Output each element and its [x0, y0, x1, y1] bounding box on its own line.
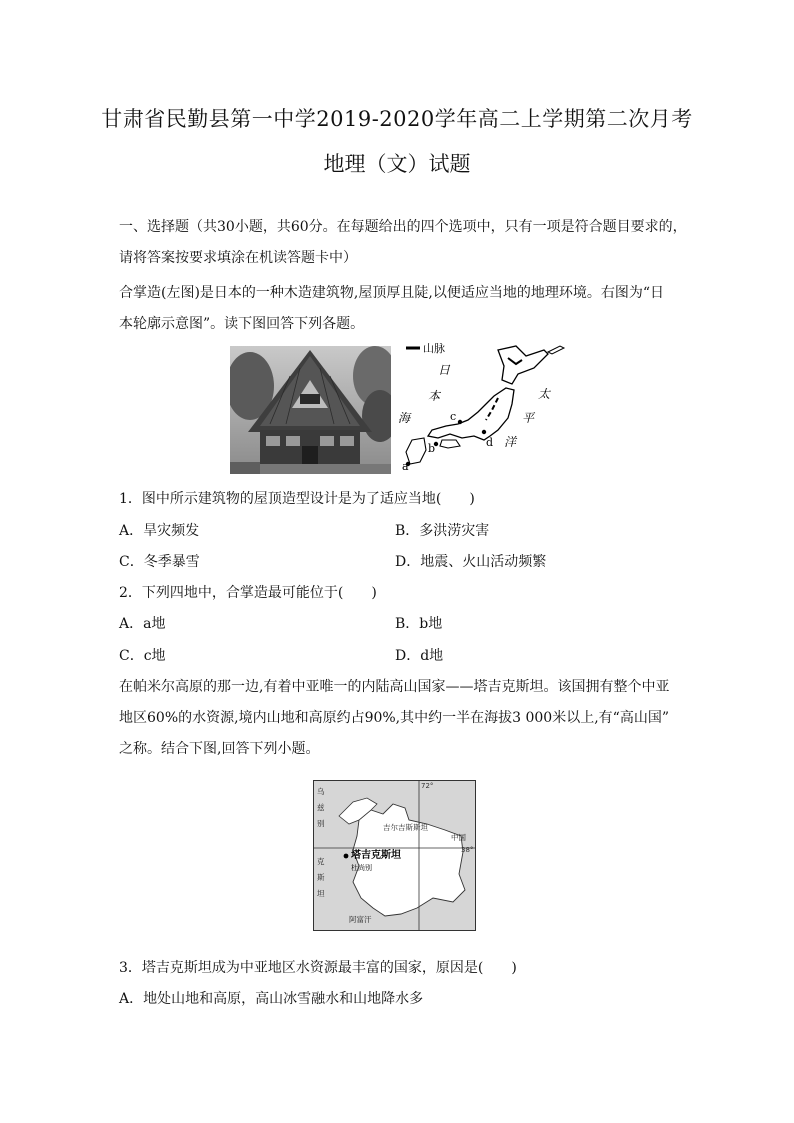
sea-label-3: 海 — [398, 411, 411, 425]
page-title-line1: 甘肃省民勤县第一中学2019-2020学年高二上学期第二次月考 — [101, 107, 693, 131]
q2-option-c: C．c地 — [119, 648, 166, 664]
japan-outline-map — [398, 340, 574, 476]
capital-dot-icon — [344, 854, 349, 859]
passage-2-line1: 在帕米尔高原的那一边,有着中亚唯一的内陆高山国家——塔吉克斯坦。该国拥有整个中亚 — [119, 679, 670, 695]
uzbek-char-2: 兹 — [317, 803, 325, 812]
uzbek-char-3: 别 — [317, 819, 325, 828]
q2-option-d: D．d地 — [395, 648, 444, 664]
ocean-label-3: 洋 — [504, 435, 517, 449]
country-label: 塔吉克斯坦 — [351, 850, 401, 861]
uzbek-char-4: 克 — [317, 857, 325, 866]
q2-option-a: A．a地 — [119, 616, 166, 632]
q1-option-c: C．冬季暴雪 — [119, 554, 200, 570]
uzbek-char-1: 乌 — [317, 787, 325, 796]
point-a-label: a — [402, 460, 409, 473]
ocean-label-1: 太 — [538, 387, 551, 401]
point-b-label: b — [428, 442, 436, 455]
section-intro-line1: 一、选择题（共30小题，共60分。在每题给出的四个选项中，只有一项是符合题目要求的， — [119, 219, 687, 235]
q1-option-b: B．多洪涝灾害 — [395, 523, 490, 539]
passage-1-line1: 合掌造(左图)是日本的一种木造建筑物,屋顶厚且陡,以便适应当地的地理环境。右图为“日 — [119, 285, 664, 301]
passage-2-line2: 地区60%的水资源,境内山地和高原约占90%,其中约一半在海拔3 000米以上,有“高山国” — [119, 710, 669, 726]
q1-option-a: A．旱灾频发 — [119, 523, 200, 539]
q1-option-d: D．地震、火山活动频繁 — [395, 554, 547, 570]
longitude-label: 72° — [421, 782, 434, 790]
passage-1-line2: 本轮廓示意图”。读下图回答下列各题。 — [119, 316, 365, 332]
afghan-label: 阿富汗 — [349, 915, 372, 924]
point-c-label: c — [450, 410, 457, 423]
uzbek-char-5: 斯 — [317, 873, 325, 882]
sea-label-2: 本 — [428, 389, 441, 403]
question-3-stem: 3．塔吉克斯坦成为中亚地区水资源最丰富的国家，原因是( ) — [119, 960, 517, 976]
question-2-stem: 2．下列四地中，合掌造最可能位于( ) — [119, 585, 377, 601]
china-label: 中国 — [451, 833, 466, 842]
section-intro-line2: 请将答案按要求填涂在机读答题卡中） — [119, 250, 357, 266]
q2-option-b: B．b地 — [395, 616, 443, 632]
passage-2-line3: 之称。结合下图,回答下列小题。 — [119, 741, 320, 757]
latitude-label: 38° — [461, 846, 474, 854]
ocean-label-2: 平 — [522, 411, 535, 425]
sea-label-1: 日 — [438, 363, 451, 377]
q3-option-a: A．地处山地和高原，高山冰雪融水和山地降水多 — [119, 991, 424, 1007]
point-d-label: d — [486, 436, 494, 449]
page-title-line2: 地理（文）试题 — [323, 152, 471, 176]
legend-mountain-label: 山脉 — [423, 342, 445, 355]
kyrgyz-label: 吉尔吉斯斯坦 — [383, 823, 428, 832]
gassho-house-photo — [230, 346, 391, 474]
question-1-stem: 1．图中所示建筑物的屋顶造型设计是为了适应当地( ) — [119, 491, 475, 507]
capital-label: 杜尚别 — [351, 864, 372, 872]
tajikistan-map — [313, 780, 476, 931]
uzbek-char-6: 坦 — [317, 889, 325, 898]
